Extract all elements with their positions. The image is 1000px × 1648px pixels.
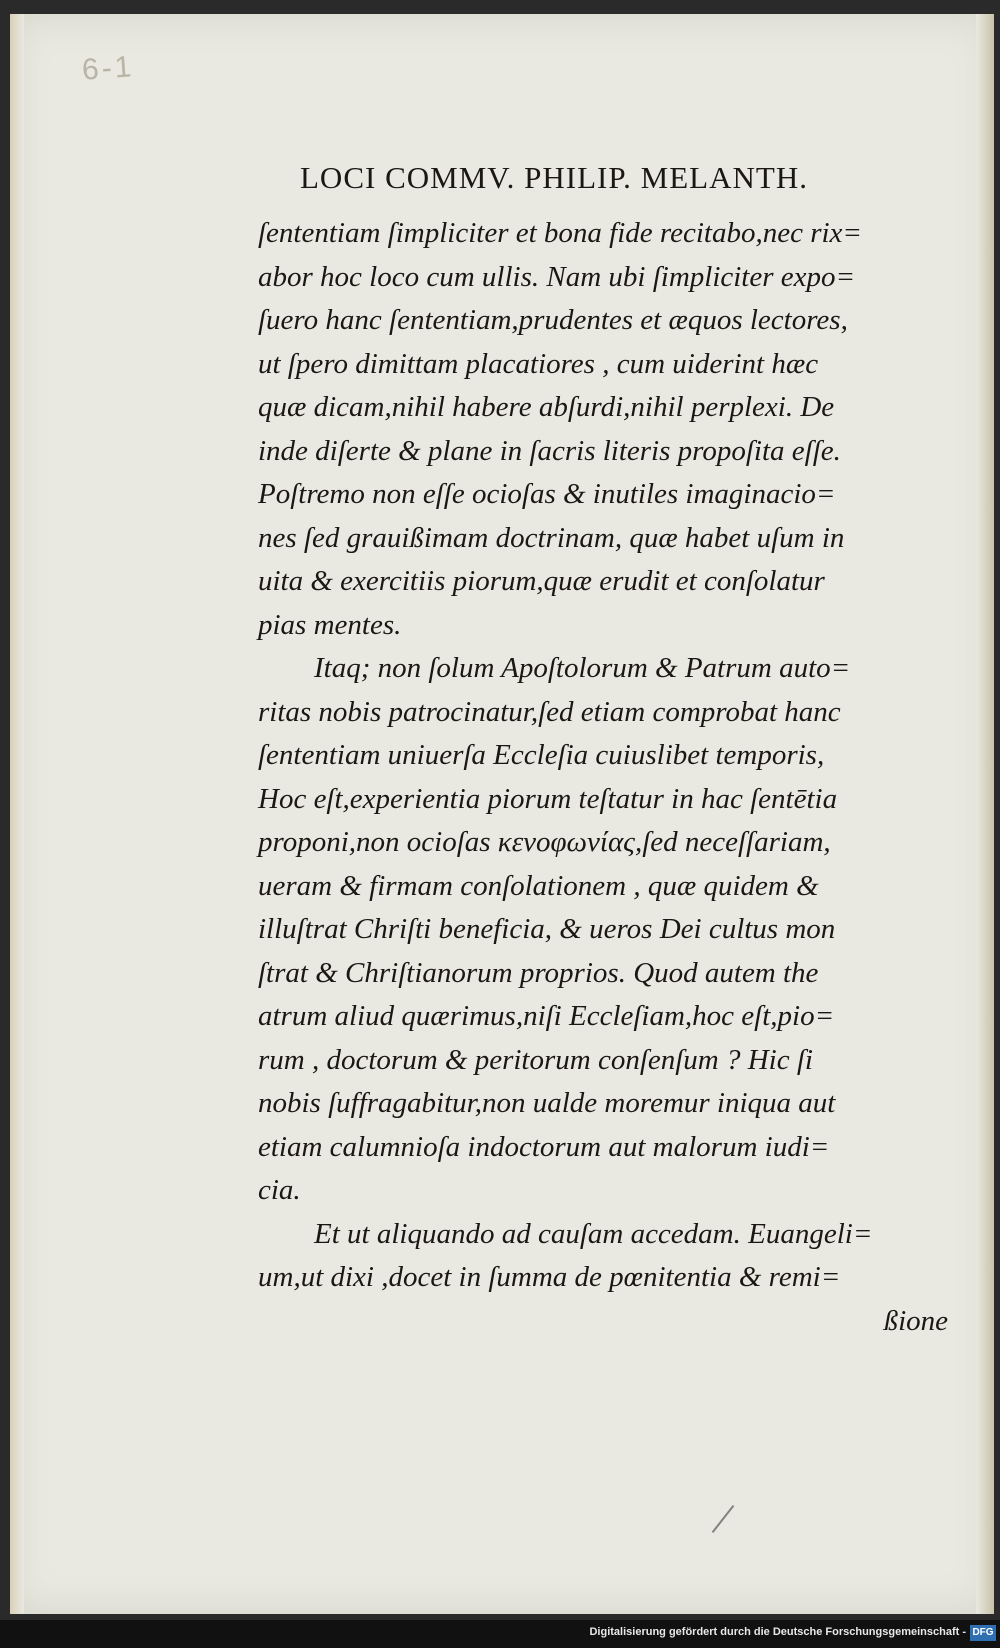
- text-line: Hoc eſt,experientia piorum teſtatur in hac ſentētia: [258, 782, 838, 815]
- text-line: ut ſpero dimittam placatiores , cum uiderint hæc: [258, 347, 819, 380]
- text-line: ſtrat & Chriſtianorum proprios. Quod autem the: [258, 956, 819, 989]
- text-line: nes ſed grauißimam doctrinam, quæ habet uſum in: [258, 521, 845, 554]
- text-line: nobis ſuffragabitur,non ualde moremur iniqua aut: [258, 1087, 836, 1119]
- page-gutter-shadow: [10, 14, 24, 1614]
- text-line: etiam calumnioſa indoctorum aut malorum iudi=: [258, 1130, 830, 1163]
- text-line: abor hoc loco cum ullis. Nam ubi ſimpliciter expo=: [258, 260, 856, 293]
- text-line: pias mentes.: [258, 608, 402, 641]
- text-line: um,ut dixi ,docet in ſumma de pœnitentia & remi=: [258, 1261, 841, 1293]
- running-head: LOCI COMMV. PHILIP. MELANTH.: [300, 160, 808, 195]
- text-line: inde diſerte & plane in ſacris literis propoſita eſſe.: [258, 434, 841, 467]
- text-line: rum , doctorum & peritorum conſenſum ? Hic ſi: [258, 1043, 813, 1076]
- text-line: ueram & firmam conſolationem , quæ quidem &: [258, 869, 819, 902]
- text-line: ſententiam ſimpliciter et bona fide recitabo,nec rix=: [258, 217, 862, 249]
- text-line: uita & exercitiis piorum,quæ erudit et conſolatur: [258, 565, 825, 597]
- text-line: ſuero hanc ſententiam,prudentes et æquos lectores,: [258, 304, 848, 336]
- page-fore-edge: [976, 14, 994, 1614]
- funding-credit: Digitalisierung gefördert durch die Deutsche Forschungsgemeinschaft -: [589, 1626, 966, 1638]
- text-line: proponi,non ocioſas κενοφωνίας,ſed neceſſariam,: [258, 826, 831, 858]
- text-line: cia.: [258, 1174, 301, 1206]
- body-text: [258, 212, 958, 1343]
- text-line: illuſtrat Chriſti beneficia, & ueros Dei cultus mon: [258, 913, 836, 945]
- pencil-folio-mark: 6-1: [80, 50, 136, 87]
- paragraph-first-line: Et ut aliquando ad cauſam accedam. Euangeli=: [314, 1217, 873, 1250]
- paragraph-first-line: Itaq; non ſolum Apoſtolorum & Patrum auto=: [314, 652, 851, 684]
- text-line: Poſtremo non eſſe ocioſas & inutiles imaginacio=: [258, 478, 836, 510]
- text-line: quæ dicam,nihil habere abſurdi,nihil perplexi. De: [258, 391, 835, 423]
- dfg-logo[interactable]: DFG: [970, 1625, 996, 1641]
- text-line: ſententiam uniuerſa Eccleſia cuiuslibet temporis,: [258, 739, 825, 771]
- catchword: ßione: [883, 1304, 948, 1337]
- text-line: atrum aliud quærimus,niſi Eccleſiam,hoc eſt,pio=: [258, 1000, 835, 1032]
- text-line: ritas nobis patrocinatur,ſed etiam comprobat hanc: [258, 695, 841, 728]
